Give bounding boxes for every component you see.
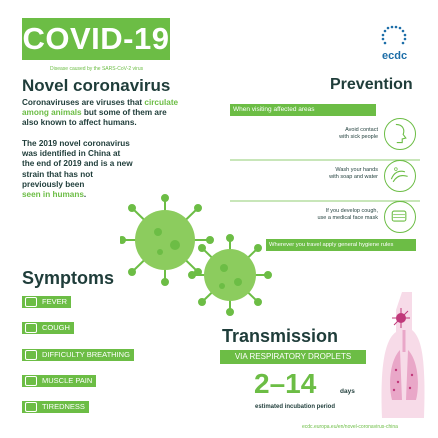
symptom-cough: COUGH [22,322,74,334]
intro-paragraph-2: The 2019 novel coronavirus was identified in China at the end of 2019 and is a new strain that has not previously been seen in humans. [22,139,133,200]
symptom-fever: FEVER [22,296,71,308]
symptom-tiredness: TIREDNESS [22,401,89,413]
thermometer-icon [25,297,37,307]
muscle-icon [25,376,37,386]
transmission-heading: Transmission [222,326,339,346]
face-icon [384,118,416,150]
symptom-muscle-pain: MUSCLE PAIN [22,375,96,387]
transmission-mode-banner: VIA RESPIRATORY DROPLETS [220,350,366,364]
incubation-value: 2–14 [254,368,317,399]
ecdc-logo-text: ecdc [382,50,408,62]
lungs-icon [25,350,37,360]
page-subtitle: Disease caused by the SARS-CoV-2 virus [50,66,144,72]
handwash-icon [384,160,416,192]
prevention-banner-top: When visiting affected areas [230,104,376,116]
intro-heading: Novel coronavirus [22,76,171,95]
prevention-banner-bottom: Wherever you travel apply general hygiene rules [266,239,416,251]
prevention-item-wash-hands: Wash your hands with soap and water [329,167,378,180]
symptom-difficulty-breathing: DIFFICULTY BREATHING [22,349,134,361]
intro-paragraph-1: Coronaviruses are viruses that circulate among animals but some of them are also known to affect humans. [22,98,179,128]
mask-icon [384,201,416,233]
prevention-heading: Prevention [330,76,413,93]
cough-icon [25,323,37,333]
incubation-unit: days [340,388,355,395]
prevention-item-avoid-contact: Avoid contact with sick people [339,127,378,140]
virus-small-icon [390,306,412,330]
footer-url[interactable]: ecdc.europa.eu/en/novel-coronavirus-china [302,424,398,430]
symptoms-heading: Symptoms [22,268,115,288]
page-title: COVID-19 [22,18,170,60]
incubation-label: estimated incubation period [255,404,336,410]
prevention-item-face-mask: If you develop cough, use a medical face mask [317,208,378,221]
tired-icon [25,402,37,412]
